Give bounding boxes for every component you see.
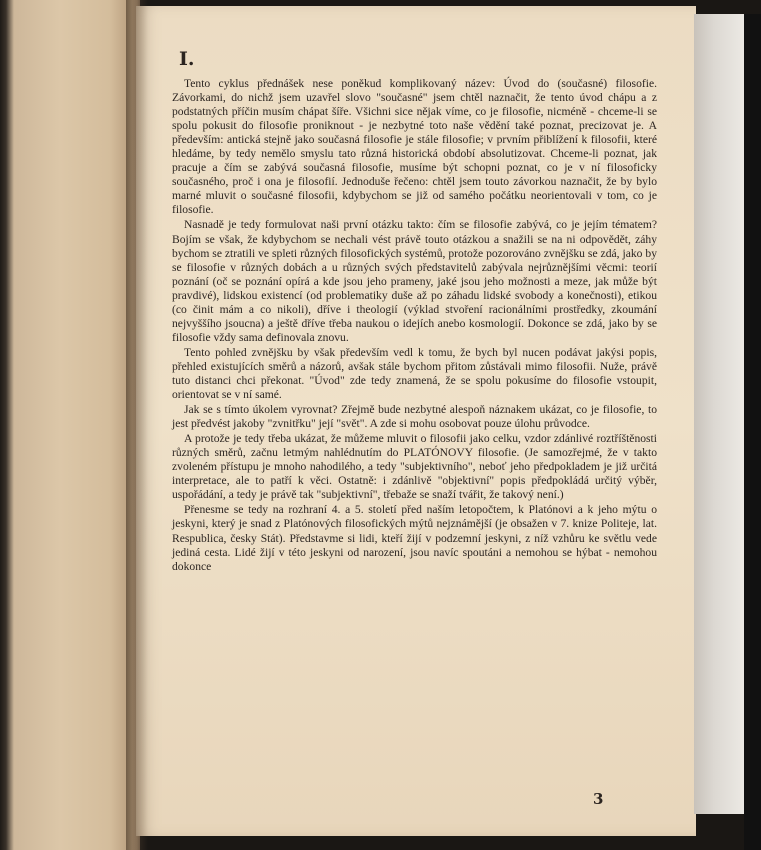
paragraph: Přenesme se tedy na rozhraní 4. a 5. století před naším letopočtem, k Platónovi a k jeho mýtu o jeskyni, který je snad z Platónových filosofických mýtů nejznámější (je obsažen v 7. knize Politeje, lat. Respublica, česky Stát). Představme si lidi, kteří žijí v podzemní jeskyni, z níž vzhůru ke světlu vede jediná cesta. Lidé žijí v této jeskyni od narození, jsou navíc spoutáni a nemohou se hýbat - nemohou dokonce bbox=[172, 503, 657, 573]
page-stack-edge bbox=[694, 14, 744, 814]
paragraph: A protože je tedy třeba ukázat, že můžeme mluvit o filosofii jako celku, vzdor zdánlivé roztříštěnosti různých směrů, začnu letmým nahlédnutím do PLATÓNOVY filosofie. (Je samozřejmé, že v takto zvoleném přístupu je mnoho nahodilého, a tedy "subjektivního", neboť jeho předpokladem je již určitá interpretace, ale to patří k věci. Ostatně: i zdánlivě "objektivní" popis předpokládá určitý výběr, uspořádání, a tedy je právě tak "subjektivní", třebaže se snaží tvářit, že takový není.) bbox=[172, 432, 657, 502]
paragraph: Tento cyklus přednášek nese poněkud komplikovaný název: Úvod do (současné) filosofie. Závorkami, do nichž jsem uzavřel slovo "současné" jsem chtěl naznačit, že tento úvod chápu a z podstatných příčin musím chápat šíře. Všichni sice nějak víme, co je filosofie, nicméně - chceme-li se spolu pokusit do filosofie proniknout - je nezbytné toto naše vědění také poznat, precizovat je. A především: antická stejně jako současná filosofie je stále filosofie; v prvním přiblížení k filosofii, které hledáme, by tedy nemělo smyslu tato různá historická období absolutizovat. Chceme-li poznat, jak pracuje a čím se zabývá současná filosofie, musíme být schopni poznat, co je v ní filosoficky současného, proč i ona je filosofií. Jednoduše řečeno: chtěl jsem touto závorkou naznačit, že by bylo marné mluvit o současné filosofii, kdybychom se již od samého počátku neorientovali v tom, co je filosofie. bbox=[172, 77, 657, 217]
background-edge bbox=[744, 14, 761, 850]
left-page-edge bbox=[0, 0, 140, 850]
paragraph: Jak se s tímto úkolem vyrovnat? Zřejmě bude nezbytné alespoň náznakem ukázat, co je filosofie, to jest předvést jakoby "zvnitřku" její "svět". A zde si mohu osobovat pouze úlohu průvodce. bbox=[172, 403, 657, 431]
page-text bbox=[172, 77, 657, 575]
paragraph: Nasnadě je tedy formulovat naši první otázku takto: čím se filosofie zabývá, co je jejím tématem? Bojím se však, že kdybychom se nechali vést právě touto otázkou a snažili se na ni odpovědět, záhy bychom se ztratili ve spleti různých filosofických systémů, protože pozorováno zvnějšku se zdá, jako by se filosofie v různých dobách a u různých svých představitelů zabývala nejrůznějšími věcmi: teorií poznání (oč se poznání opírá a kde jsou jeho prameny, jaké jsou jeho možnosti a meze, jak může být pravdivé), lidskou existencí (od problematiky duše až po záhadu lidské svobody a konečnosti), etikou (co činit mám a co nikoli), dříve i theologií (výklad stvoření racionálními prostředky, zkoumání nejvyššího jsoucna) a ještě dříve třeba naukou o idejích anebo kosmologií. Dokonce se zdá, jako by se filosofie vždy sama definovala znovu. bbox=[172, 218, 657, 344]
book-gutter bbox=[126, 0, 148, 850]
chapter-heading: I. bbox=[179, 48, 195, 70]
page-number: 3 bbox=[593, 790, 604, 808]
paragraph: Tento pohled zvnějšku by však především vedl k tomu, že bych byl nucen podávat jakýsi popis, přehled existujících směrů a názorů, avšak stále bychom přitom zůstávali mimo filosofii. Nuže, právě tuto distanci chci překonat. "Úvod" zde tedy znamená, že se spolu pokusíme do filosofie vstoupit, orientovat se v ní samé. bbox=[172, 345, 657, 402]
